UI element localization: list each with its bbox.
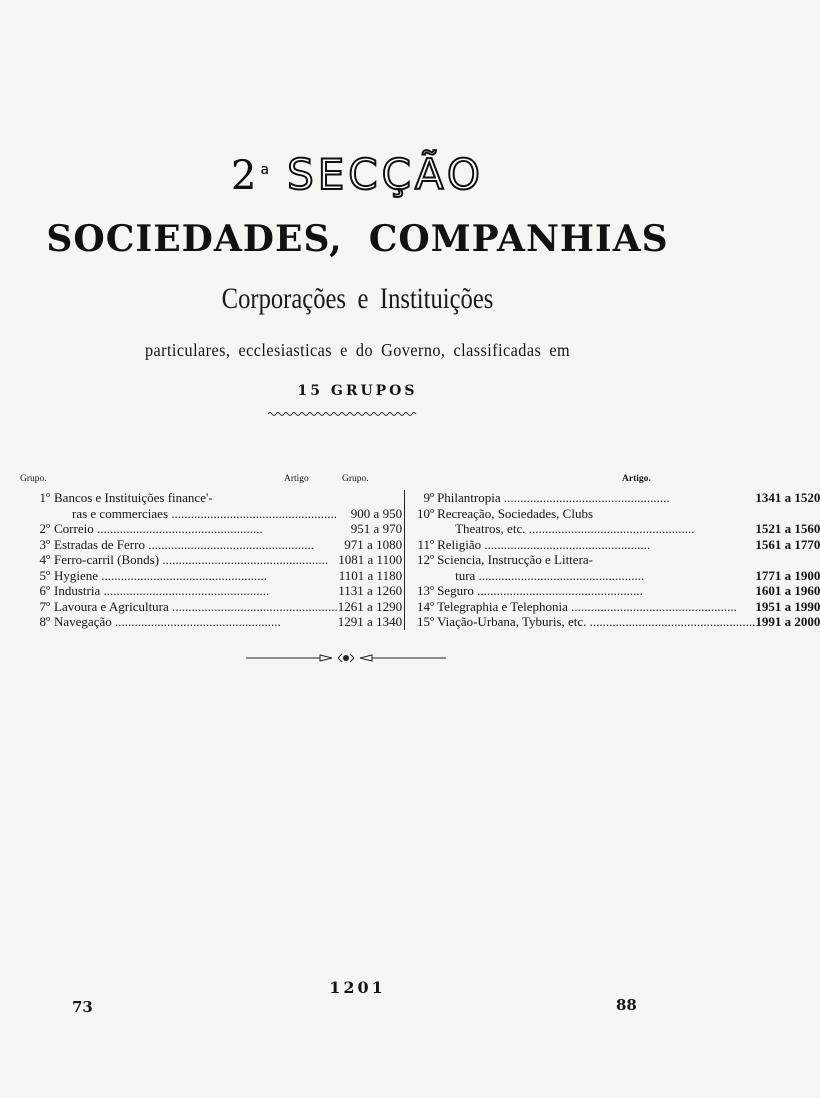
group-number-left: 7º — [39, 598, 50, 614]
article-range-left: 900 a 950 — [338, 506, 405, 522]
table-row — [30, 568, 820, 584]
group-label-left: Bancos e Instituições finance'- — [54, 490, 213, 505]
table-row — [30, 599, 820, 615]
article-range-left: 1081 a 1100 — [338, 552, 405, 568]
article-range-right: 1771 a 1900 — [755, 567, 820, 583]
group-label-right: Recreação, Sociedades, Clubs — [437, 505, 594, 521]
page-number: 1201 — [329, 978, 386, 997]
group-label-left: Ferro-carril (Bonds) ..... — [54, 552, 328, 567]
group-number-right: 10º — [417, 505, 435, 521]
article-range-left — [338, 490, 405, 506]
article-range-right — [755, 552, 820, 568]
group-number-right: 14º — [417, 598, 435, 614]
group-label-right: Viação-Urbana, Tyburis, etc. ..... — [437, 614, 755, 629]
group-name-right — [405, 490, 756, 506]
group-name-right — [405, 568, 756, 584]
article-range-left: 1131 a 1260 — [338, 583, 405, 599]
groups-table — [30, 490, 820, 630]
group-number-right: 12º — [417, 552, 435, 567]
sub-title-instituicoes: Instituições — [379, 282, 494, 315]
article-range-left: 1101 a 1180 — [338, 568, 405, 584]
table-row — [30, 521, 820, 537]
group-label-left: ras e commerciaes ..... — [54, 506, 337, 521]
group-label-right: Seguro ..... — [437, 583, 643, 598]
description-line: particulares, ecclesiasticas e do Governo, classificadas em — [144, 340, 571, 360]
group-label-left: Correio ..... — [54, 521, 263, 536]
wavy-rule — [268, 410, 416, 418]
article-range-right: 1561 a 1770 — [755, 536, 820, 552]
group-number-left: 1º — [39, 490, 50, 505]
table-row — [30, 583, 820, 599]
group-name-right — [405, 552, 756, 568]
group-label-left: Lavoura e Agricultura ..... — [54, 599, 338, 614]
group-label-left: Estradas de Ferro ..... — [54, 537, 314, 552]
group-label-left: Hygiene ..... — [54, 568, 267, 583]
group-name-left — [30, 537, 338, 553]
sub-title-corporacoes: Corporações — [221, 282, 347, 315]
group-number-right: 13º — [417, 583, 435, 598]
group-number-left: 8º — [39, 614, 50, 629]
group-number-left: 6º — [39, 583, 50, 598]
article-range-right: 1601 a 1960 — [755, 583, 820, 598]
section-number: 2 — [231, 153, 261, 199]
group-number-left: 4º — [39, 552, 50, 567]
group-label-right: Theatros, etc. ..... — [437, 521, 694, 536]
group-name-right — [405, 599, 756, 615]
group-name-left — [30, 506, 338, 522]
table-row — [30, 614, 820, 630]
group-number-right: 9º — [423, 490, 435, 505]
group-name-left — [30, 599, 338, 615]
group-number-left: 5º — [39, 567, 50, 583]
sub-title-and: e — [357, 282, 369, 315]
group-name-right — [405, 537, 756, 553]
main-title — [0, 218, 715, 260]
section-ordinal: a — [260, 162, 274, 178]
group-name-left — [30, 552, 338, 568]
article-range-left: 971 a 1080 — [338, 537, 405, 553]
title-companhias: COMPANHIAS — [368, 218, 669, 260]
group-label-left: Navegação ..... — [54, 614, 281, 629]
article-range-right: 1991 a 2000 — [755, 614, 820, 629]
table-row — [30, 552, 820, 568]
footer-left-number: 73 — [72, 998, 93, 1016]
group-number-right: 15º — [417, 614, 435, 629]
table-row — [30, 537, 820, 553]
group-name-left — [30, 614, 338, 630]
section-heading — [0, 150, 715, 199]
group-number-left: 3º — [39, 536, 50, 552]
group-label-left: Industria ..... — [54, 583, 269, 598]
table-row — [30, 490, 820, 506]
group-label-right: Sciencia, Instrucção e Littera- — [437, 552, 593, 567]
column-head-grupo-left: Grupo. — [20, 474, 47, 484]
article-range-right: 1521 a 1560 — [755, 521, 820, 536]
article-range-left: 1261 a 1290 — [338, 599, 405, 615]
group-name-right — [405, 521, 756, 537]
groups-count: 15 GRUPOS — [297, 383, 418, 399]
group-number-right: 11º — [417, 536, 435, 552]
group-label-right: Religião ..... — [437, 537, 650, 552]
group-name-right — [405, 583, 756, 599]
sub-title — [64, 282, 650, 316]
column-head-grupo-right: Grupo. — [342, 474, 369, 484]
group-name-right — [405, 614, 756, 630]
title-sociedades: SOCIEDADES, — [46, 218, 343, 260]
article-range-left: 951 a 970 — [338, 521, 405, 537]
article-range-right — [755, 506, 820, 522]
group-name-left — [30, 568, 338, 584]
group-name-right — [405, 506, 756, 522]
table-row — [30, 506, 820, 522]
section-word: SECÇÃO — [287, 150, 484, 199]
group-label-right: tura ..... — [437, 568, 644, 583]
article-range-right: 1341 a 1520 — [755, 490, 820, 505]
group-number-left: 2º — [39, 521, 50, 536]
group-name-left — [30, 583, 338, 599]
column-head-artigo-right: Artigo. — [622, 474, 651, 484]
footer-right-number: 88 — [616, 996, 637, 1014]
article-range-left: 1291 a 1340 — [338, 614, 405, 630]
article-range-right: 1951 a 1990 — [755, 598, 820, 614]
group-label-right: Telegraphia e Telephonia ..... — [437, 599, 737, 614]
column-head-artigo-left: Artigo — [284, 474, 309, 484]
group-label-right: Philantropia ..... — [437, 490, 670, 505]
group-name-left — [30, 490, 338, 506]
group-name-left — [30, 521, 338, 537]
ornament-divider — [246, 652, 466, 664]
